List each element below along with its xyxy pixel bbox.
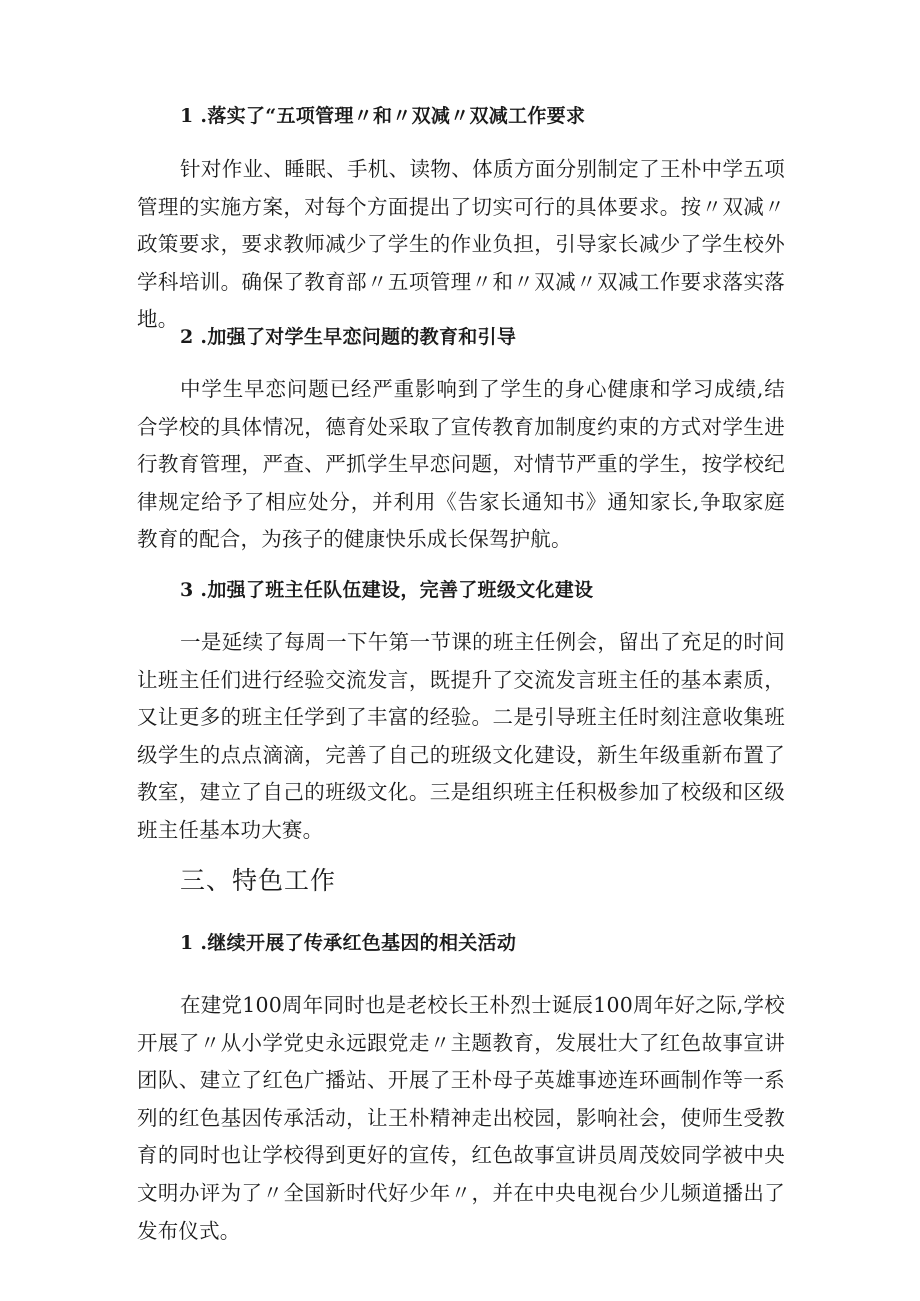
subheading-red-gene-activities: 1 .继续开展了传承红色基因的相关活动 [180, 932, 517, 954]
paragraph-early-romance: 中学生早恋问题已经严重影响到了学生的身心健康和学习成绩,结合学校的具体情况，德育处采取了宣传教育加制度约束的方式对学生进行教育管理，严查、严抓学生早恋问题，对情节严重的学生，按学校纪律规定给予了相应处分，并利用《告家长通知书》通知家长,争取家庭教育的配合，为孩子的健康快乐成长保驾护航。 [137, 377, 785, 552]
paragraph-red-gene-activities: 在建党100周年同时也是老校长王朴烈士诞辰100周年好之际,学校开展了〃从小学党史永远跟党走〃主题教育，发展壮大了红色故事宣讲团队、建立了红色广播站、开展了王朴母子英雄事迹连环画制作等一系列的红色基因传承活动，让王朴精神走出校园，影响社会，使师生受教育的同时也让学校得到更好的宣传，红色故事宣讲员周茂姣同学被中央文明办评为了〃全国新时代好少年〃，并在中央电视台少儿频道播出了发布仪式。 [137, 993, 785, 1243]
subheading-five-management-double-reduction: 1 .落实了“五项管理〃和〃双减〃双减工作要求 [180, 105, 586, 127]
subheading-early-romance-education: 2 .加强了对学生早恋问题的教育和引导 [180, 326, 517, 348]
paragraph-class-teacher-team: 一是延续了每周一下午第一节课的班主任例会，留出了充足的时间让班主任们进行经验交流发言，既提升了交流发言班主任的基本素质，又让更多的班主任学到了丰富的经验。二是引导班主任时刻注意收集班级学生的点点滴滴，完善了自己的班级文化建设，新生年级重新布置了教室，建立了自己的班级文化。三是组织班主任积极参加了校级和区级班主任基本功大赛。 [137, 630, 785, 842]
paragraph-five-management: 针对作业、睡眠、手机、读物、体质方面分别制定了王朴中学五项管理的实施方案，对每个方面提出了切实可行的具体要求。按〃双减〃政策要求，要求教师减少了学生的作业负担，引导家长减少了学生校外学科培训。确保了教育部〃五项管理〃和〃双减〃双减工作要求落实落地。 [137, 157, 785, 332]
subheading-class-teacher-team: 3 .加强了班主任队伍建设，完善了班级文化建设 [180, 579, 594, 601]
section-heading-featured-work: 三、特色工作 [180, 866, 337, 895]
